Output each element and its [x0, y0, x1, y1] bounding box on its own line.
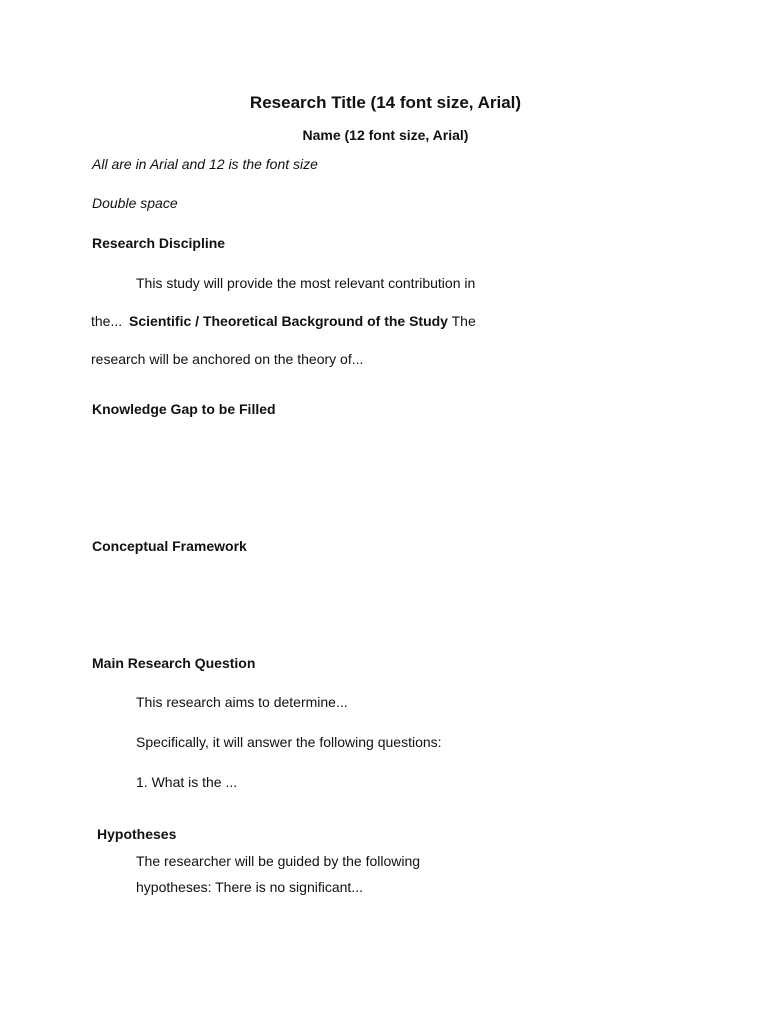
name-line: Name (12 font size, Arial)	[302, 127, 469, 143]
research-discipline-heading: Research Discipline	[92, 235, 226, 251]
discipline-line-2-start: the...	[91, 313, 123, 329]
research-title: Research Title (14 font size, Arial)	[249, 93, 522, 112]
main-research-question-heading: Main Research Question	[92, 655, 256, 671]
spacing-note: Double space	[92, 195, 178, 211]
discipline-line-3: research will be anchored on the theory of...	[91, 351, 364, 367]
font-note: All are in Arial and 12 is the font size	[92, 156, 318, 172]
scientific-background-heading: Scientific / Theoretical Background of the Study	[129, 313, 448, 329]
hypotheses-heading: Hypotheses	[97, 826, 177, 842]
conceptual-framework-heading: Conceptual Framework	[92, 538, 247, 554]
discipline-line-2	[91, 312, 476, 330]
question-line-1: This research aims to determine...	[136, 694, 348, 710]
hypotheses-line-2: hypotheses: There is no significant...	[136, 879, 363, 895]
question-line-2: Specifically, it will answer the following questions:	[136, 734, 442, 750]
discipline-line-1: This study will provide the most relevant contribution in	[136, 275, 476, 291]
hypotheses-line-1: The researcher will be guided by the following	[136, 853, 421, 869]
question-item-1: 1. What is the ...	[136, 774, 238, 790]
knowledge-gap-heading: Knowledge Gap to be Filled	[92, 401, 276, 417]
discipline-line-2-end: The	[451, 313, 476, 329]
